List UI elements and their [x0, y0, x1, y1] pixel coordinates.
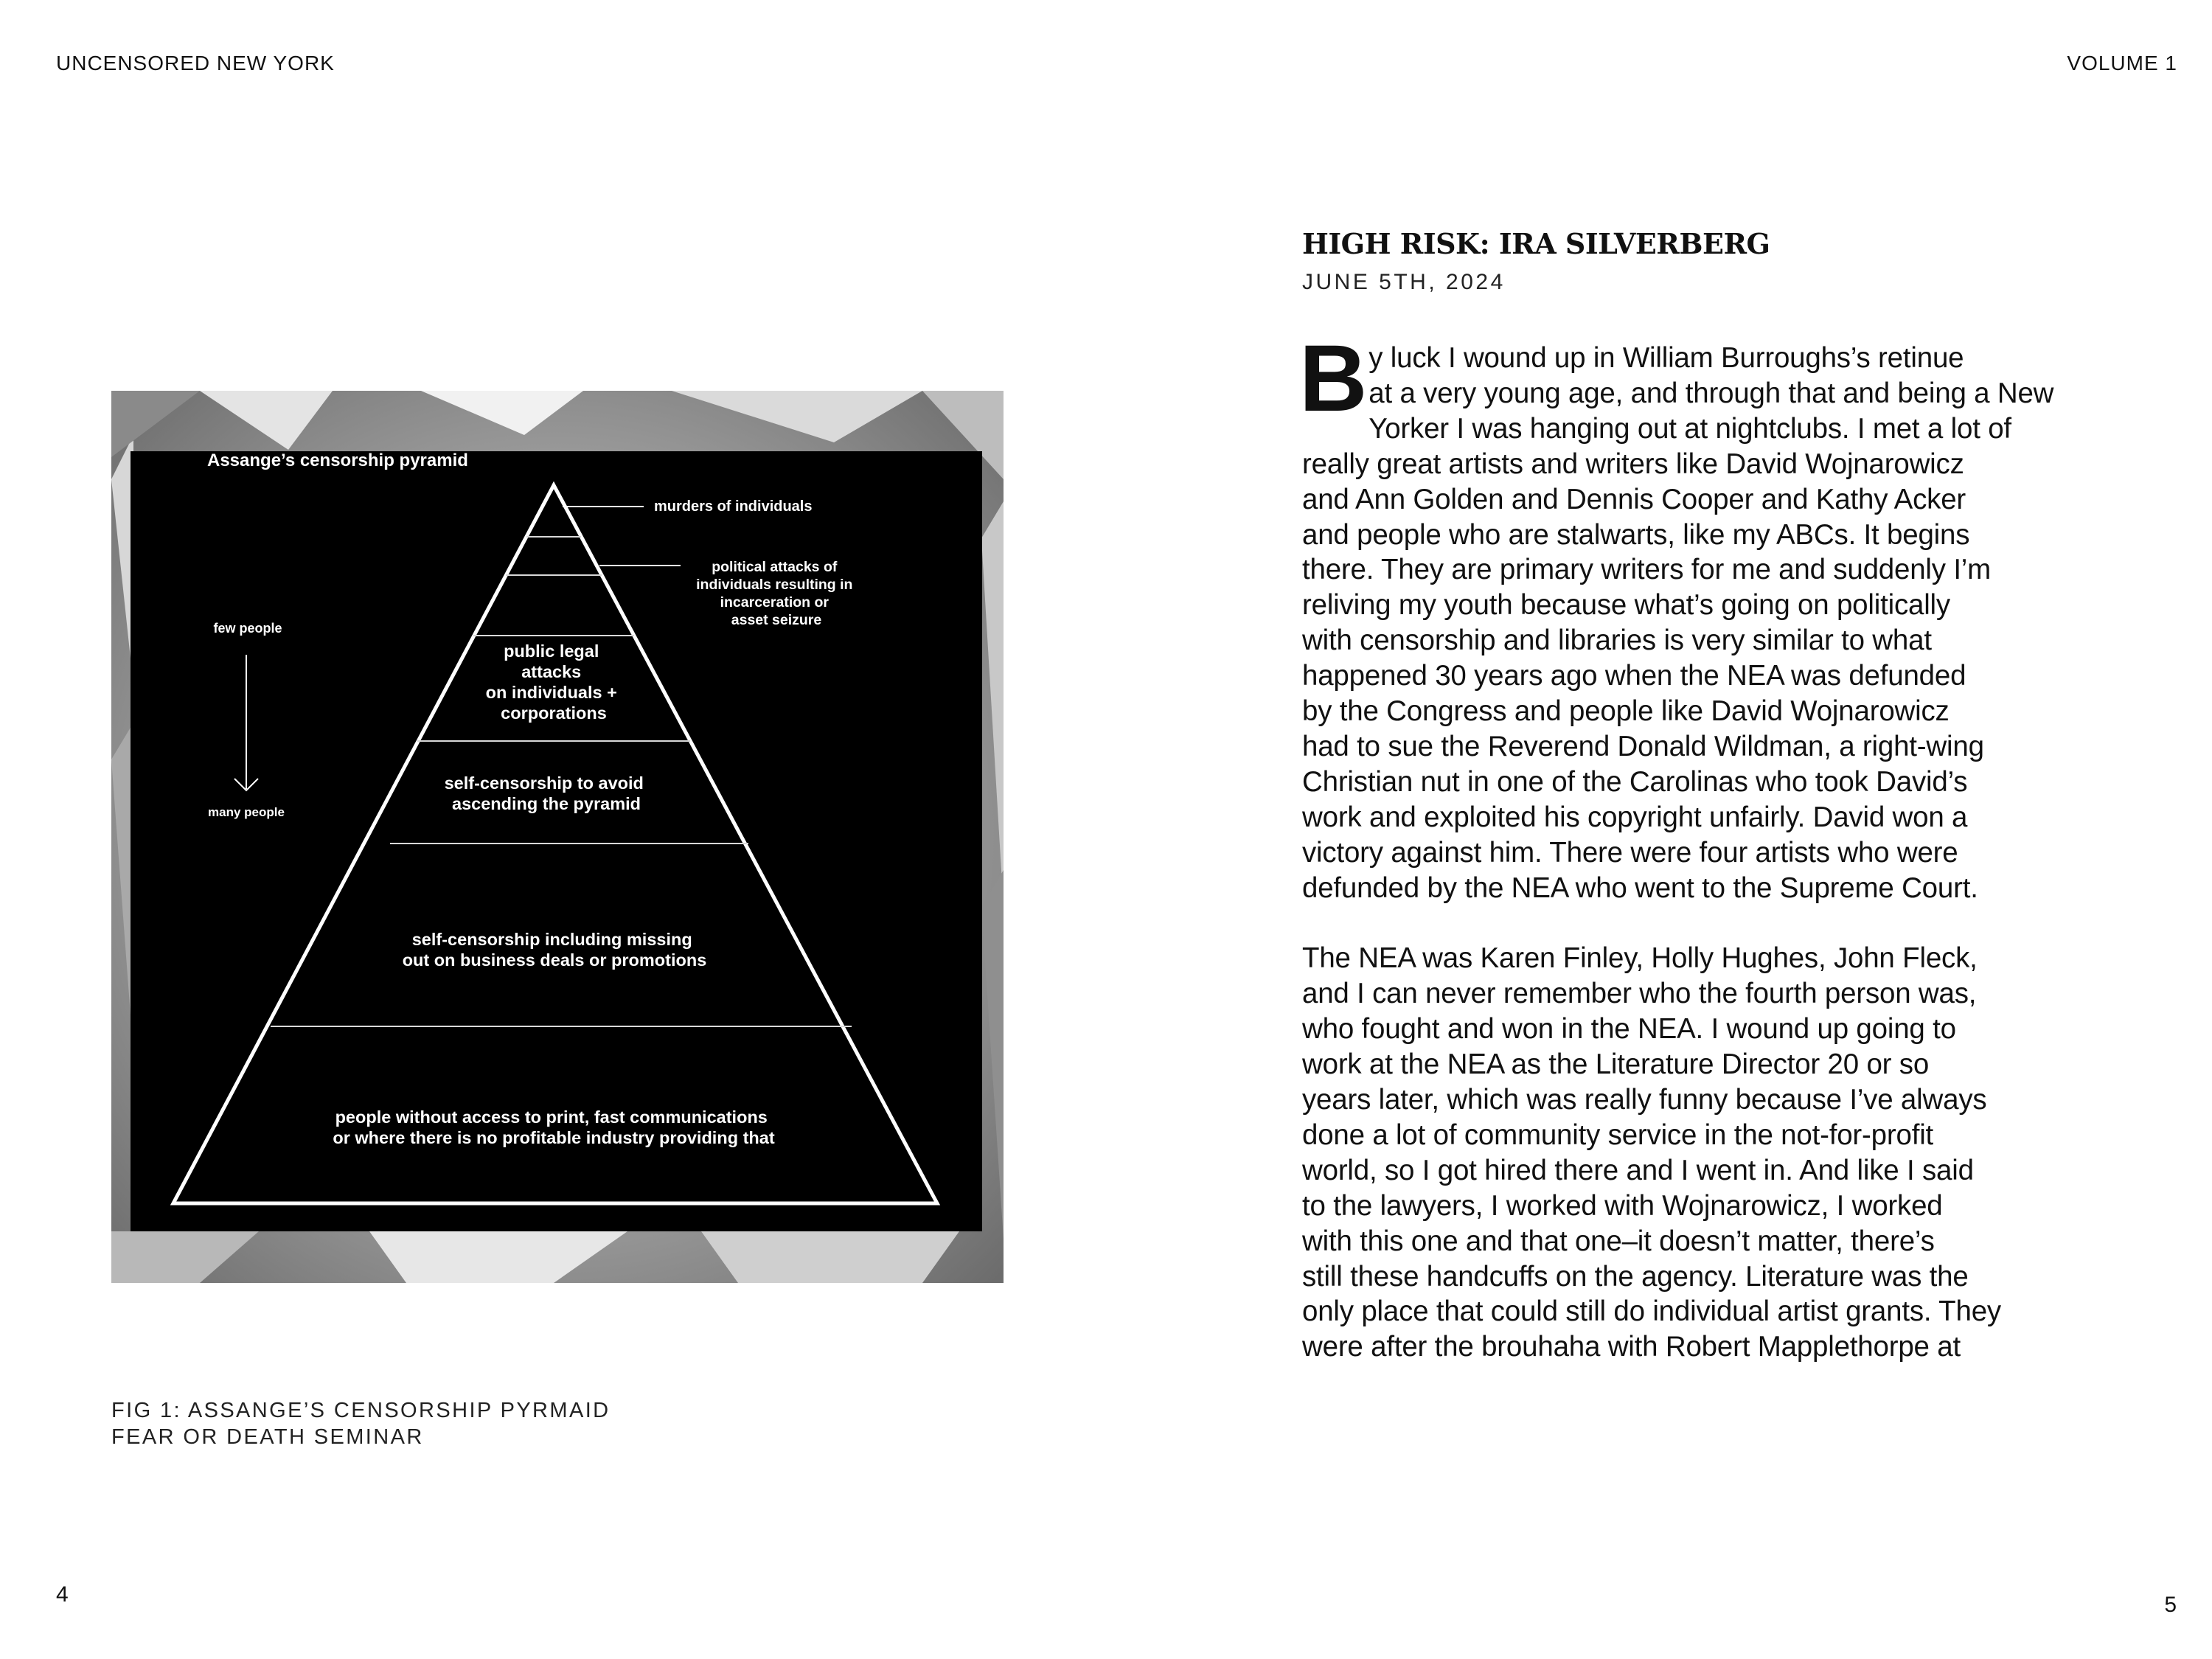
label-many-people: many people [208, 805, 285, 819]
callout-political-attacks: political attacks of individuals resulting in incarceration or asset seizure [696, 559, 853, 628]
page-number-left: 4 [56, 1582, 69, 1607]
level-no-access: people without access to print, fast communications or where there is no profitable industry providing that [333, 1107, 775, 1147]
paragraph-1: By luck I wound up in William Burroughs’s retinue at a very young age, and through that and being a New Yorker I was hanging out at nightclubs. I met a lot of really great artists and writers like David Wojnarowicz and Ann Golden and Dennis Cooper and Kathy Acker and people who are stalwarts, like my ABCs. It begins there. They are primary writers for me and suddenly I’m reliving my youth because what’s going on politically with censorship and libraries is very similar to what happened 30 years ago when the NEA was defunded by the Congress and people like David Wojnarowicz had to sue the Reverend Donald Wildman, a right-wing Christian nut in one of the Carolinas who took David’s work and exploited his copyright unfairly. David won a victory against him. There were four artists who were defunded by the NEA who went to the Supreme Court. [1299, 326, 2054, 904]
pyramid-figure [111, 391, 1004, 1283]
caption-line-1: FIG 1: ASSANGE’S CENSORSHIP PYRMAID [111, 1399, 611, 1422]
figure-title: Assange’s censorship pyramid [207, 451, 468, 470]
paragraph-2: The NEA was Karen Finley, Holly Hughes, John Fleck, and I can never remember who the fourth person was, who fought and won in the NEA. I wound up going to work at the NEA as the Literature Director 20 or so years later, which was really funny because I’ve always done a lot of community service in the not-for-profit world, so I got hired there and I went in. And like I said to the lawyers, I worked with Wojnarowicz, I worked with this one and that one–it doesn’t matter, there’s still these handcuffs on the agency. Literature was the only place that could still do individual artist grants. They were after the brouhaha with Robert Mapplethorpe at [1302, 942, 2001, 1363]
drop-cap: B [1299, 326, 1368, 431]
caption-line-2: FEAR OR DEATH SEMINAR [111, 1425, 424, 1449]
page-number-right: 5 [2164, 1593, 2177, 1617]
callout-murders: murders of individuals [654, 498, 813, 515]
level-self-censorship-avoid: self-censorship to avoid ascending the pyramid [444, 773, 644, 813]
article-title: HIGH RISK: IRA SILVERBERG [1302, 227, 1770, 260]
article-body [1299, 326, 2054, 1365]
article-date: JUNE 5TH, 2024 [1302, 270, 1506, 294]
figure-caption [111, 1397, 611, 1450]
pyramid-diagram [111, 391, 1004, 1283]
running-header-right: VOLUME 1 [2067, 52, 2177, 74]
label-few-people: few people [213, 621, 282, 636]
level-self-censorship-business: self-censorship including missing out on business deals or promotions [402, 930, 707, 970]
running-header-left: UNCENSORED NEW YORK [56, 52, 335, 74]
level-public-legal-attacks: public legal attacks on individuals + corporations [485, 641, 617, 723]
